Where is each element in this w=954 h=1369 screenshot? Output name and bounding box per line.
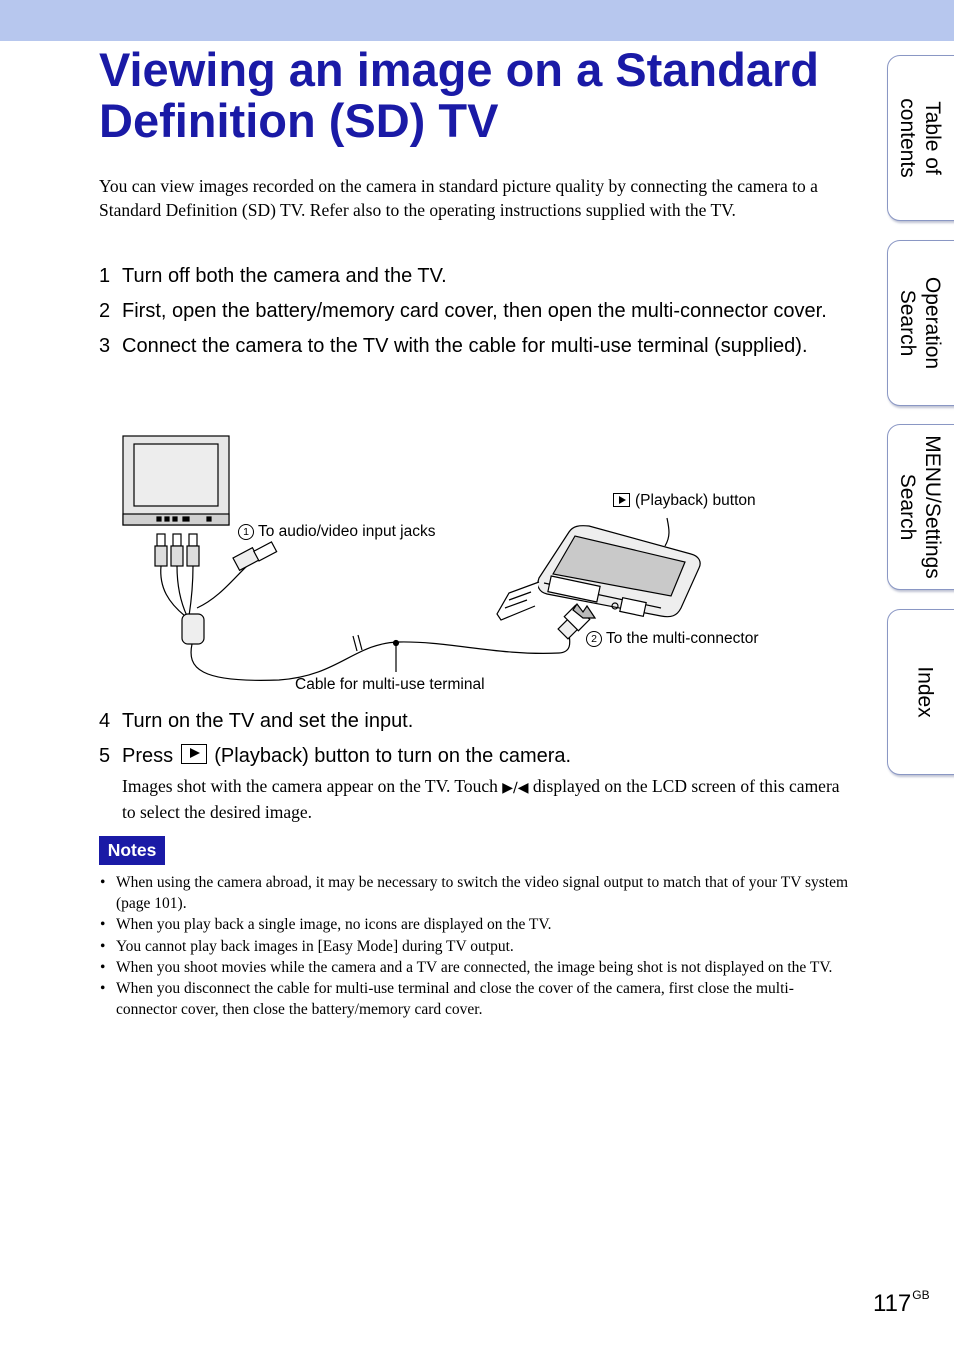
tab-label bbox=[895, 98, 945, 177]
step-5 bbox=[99, 742, 859, 772]
playback-button-icon bbox=[181, 744, 207, 764]
detail-text-before: Images shot with the camera appear on the TV. Touch bbox=[122, 776, 498, 796]
camera-icon bbox=[497, 526, 700, 620]
circled-number-2: 2 bbox=[586, 631, 602, 647]
page-region-suffix: GB bbox=[912, 1288, 930, 1302]
step-number: 3 bbox=[99, 335, 111, 357]
tab-label bbox=[895, 277, 945, 369]
step-1 bbox=[99, 262, 859, 292]
tab-line-2: Search bbox=[896, 473, 919, 541]
step-number: 1 bbox=[99, 265, 111, 287]
header-bar bbox=[0, 0, 954, 41]
note-item: • You cannot play back images in [Easy Mode] during TV output. bbox=[99, 936, 854, 957]
step-number: 2 bbox=[99, 300, 111, 322]
playback-text: (Playback) button bbox=[635, 492, 756, 509]
step-text: Turn off both the camera and the TV. bbox=[122, 265, 447, 287]
note-item: • When you shoot movies while the camera and a TV are connected, the image being shot is not displayed on the TV. bbox=[99, 957, 854, 978]
connection-illustration bbox=[99, 428, 799, 700]
step-text: Connect the camera to the TV with the cable for multi-use terminal (supplied). bbox=[122, 335, 808, 357]
tab-label bbox=[913, 666, 938, 717]
notes-label: Notes bbox=[99, 836, 165, 865]
next-previous-icon: ▶∕◀ bbox=[502, 780, 529, 796]
page-number-value: 117 bbox=[873, 1290, 912, 1317]
tab-index[interactable] bbox=[887, 609, 954, 775]
circled-number-1: 1 bbox=[238, 524, 254, 540]
note-item: • When you play back a single image, no icons are displayed on the TV. bbox=[99, 914, 854, 935]
note-item: • When you disconnect the cable for multi-use terminal and close the cover of the camera, first close the multi-connector cover, then close the battery/memory card cover. bbox=[99, 978, 854, 1020]
step-text-before: Press bbox=[122, 745, 174, 767]
tab-label bbox=[895, 435, 945, 579]
tab-line-1: MENU/Settings bbox=[921, 435, 944, 579]
tab-line-2: Search bbox=[896, 289, 919, 357]
playback-icon bbox=[613, 493, 630, 507]
steps-1-3 bbox=[99, 262, 859, 367]
tab-line-1: Table of bbox=[921, 101, 944, 175]
tab-table-of-contents[interactable] bbox=[887, 55, 954, 221]
tab-line-1: Operation bbox=[921, 276, 944, 370]
connection-diagram bbox=[99, 428, 799, 700]
multi-connector-text: To the multi-connector bbox=[606, 630, 759, 647]
step-text: First, open the battery/memory card cover, then open the multi-connector cover. bbox=[122, 300, 827, 322]
step-text-after: (Playback) button to turn on the camera. bbox=[214, 745, 572, 767]
step-text: Turn on the TV and set the input. bbox=[122, 710, 414, 732]
usb-plug-icon bbox=[233, 542, 277, 570]
page-number bbox=[873, 1288, 930, 1318]
step-number: 5 bbox=[99, 745, 111, 767]
av-jacks-text: To audio/video input jacks bbox=[258, 523, 436, 540]
step-number: 4 bbox=[99, 710, 111, 732]
step-4 bbox=[99, 707, 859, 737]
av-plugs-icon bbox=[155, 534, 199, 566]
tab-line-2: contents bbox=[896, 98, 919, 178]
page-title: Viewing an image on a Standard Definition (SD) TV bbox=[99, 43, 819, 147]
note-item: • When using the camera abroad, it may be necessary to switch the video signal output to match that of your TV system (page 101). bbox=[99, 872, 854, 914]
cable-label: Cable for multi-use terminal bbox=[295, 676, 485, 693]
multi-connector-label bbox=[586, 630, 759, 648]
notes-list bbox=[99, 872, 854, 1020]
intro-paragraph: You can view images recorded on the camera in standard picture quality by connecting the camera to a Standard Definition (SD) TV. Refer also to the operating instructions supplied with the TV. bbox=[99, 176, 818, 220]
detail-text-after: displayed on the LCD screen of this camera to select the desired image. bbox=[122, 776, 840, 822]
tab-line-1: Index bbox=[913, 666, 937, 718]
tab-operation-search[interactable] bbox=[887, 240, 954, 406]
step-3 bbox=[99, 332, 859, 362]
step-5-detail bbox=[122, 774, 857, 824]
step-2 bbox=[99, 297, 859, 327]
steps-4-5 bbox=[99, 707, 859, 777]
tab-menu-settings-search[interactable] bbox=[887, 424, 954, 590]
playback-button-label bbox=[613, 492, 756, 510]
av-jacks-label bbox=[238, 523, 436, 541]
